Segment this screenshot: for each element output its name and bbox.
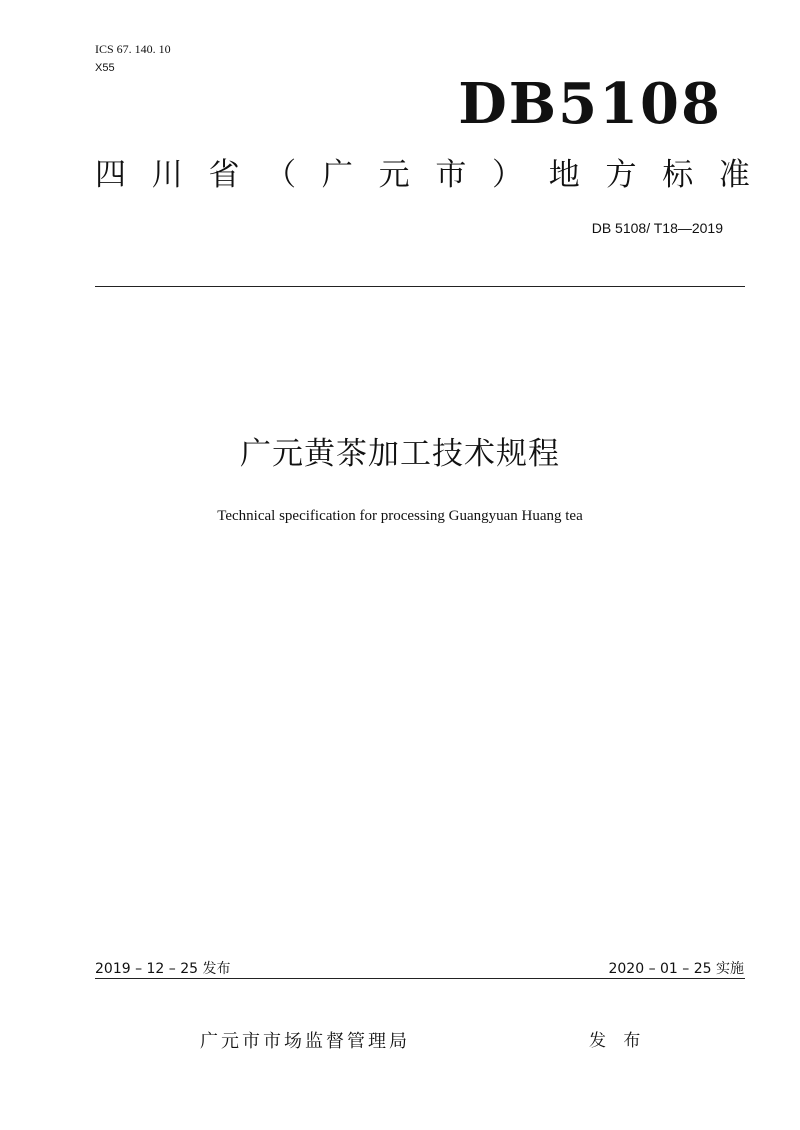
standard-type-char: （ xyxy=(265,157,297,193)
standard-number: DB 5108/ T18—2019 xyxy=(591,220,723,236)
standard-type-char: 方 xyxy=(605,157,637,193)
implementation-date: 2020 – 01 – 25 实施 xyxy=(608,961,744,977)
ics-code: ICS 67. 140. 10 xyxy=(95,42,171,56)
standard-code-heading: DB5108 xyxy=(458,71,722,137)
standard-type-char: 地 xyxy=(548,157,580,193)
standard-type-char: 川 xyxy=(151,157,183,193)
standard-type-char: 省 xyxy=(208,157,240,193)
issue-label: 发 布 xyxy=(589,1031,647,1051)
standard-type-char: 四 xyxy=(95,157,126,193)
standard-type-char: 准 xyxy=(718,157,750,193)
standard-type-char: ） xyxy=(492,157,524,193)
classification-code: X55 xyxy=(95,62,115,74)
footer-divider xyxy=(95,978,745,979)
standard-type-char: 广 xyxy=(321,157,353,193)
document-title-zh: 广元黄茶加工技术规程 xyxy=(240,436,560,472)
document-title-en: Technical specification for processing Guangyuan Huang tea xyxy=(217,508,583,524)
issue-date: 2019 – 12 – 25 发布 xyxy=(95,961,231,977)
header-divider xyxy=(95,286,745,287)
standard-type-char: 市 xyxy=(435,157,467,193)
standard-type-char: 标 xyxy=(662,157,694,193)
issuing-authority: 广元市市场监督管理局 xyxy=(200,1031,410,1052)
standard-type-heading xyxy=(95,155,750,195)
standard-type-char: 元 xyxy=(378,157,410,193)
